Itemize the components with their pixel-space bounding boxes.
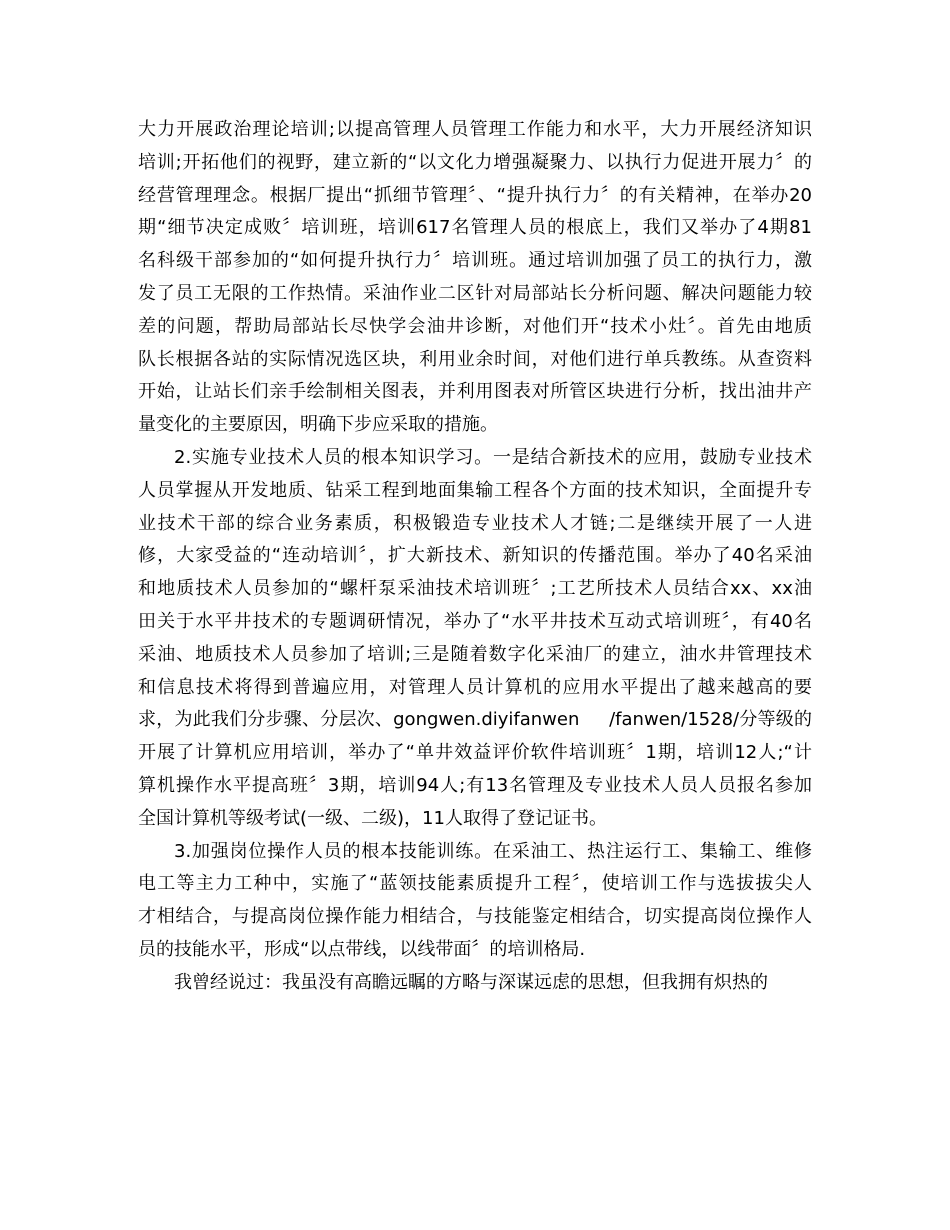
document-body <box>138 114 812 1000</box>
text-line: 名科级干部参加的“如何提升执行力〞培训班。通过培训加强了员工的执行力，激 <box>138 250 812 272</box>
text-line: 全国计算机等级考试(一级、二级)，11人取得了登记证书。 <box>138 807 607 829</box>
paragraph-2 <box>138 442 812 836</box>
text-line: 期“细节决定成败〞培训班，培训617名管理人员的根底上，我们又举办了4期81 <box>138 217 812 239</box>
text-line: 电工等主力工种中，实施了“蓝领技能素质提升工程〞，使培训工作与选拔拔尖人 <box>138 873 812 895</box>
text-line: 业技术干部的综合业务素质，积极锻造专业技术人才链;二是继续开展了一人进 <box>138 512 812 534</box>
text-line: 量变化的主要原因，明确下步应采取的措施。 <box>138 414 498 436</box>
text-line: 3.加强岗位操作人员的根本技能训练。在采油工、热注运行工、集输工、维修 <box>174 840 812 862</box>
paragraph-4 <box>138 967 812 1000</box>
text-line: 采油、地质技术人员参加了培训;三是随着数字化采油厂的建立，油水井管理技术 <box>138 643 812 665</box>
text-line: 修，大家受益的“连动培训〞，扩大新技术、新知识的传播范围。举办了40名采油 <box>138 545 812 567</box>
text-line: 和信息技术将得到普遍应用，对管理人员计算机的应用水平提出了越来越高的要 <box>138 676 812 698</box>
text-line: 经营管理理念。根据厂提出“抓细节管理〞、“提升执行力〞的有关精神，在举办20 <box>138 184 812 206</box>
paragraph-3 <box>138 836 812 967</box>
text-line: 人员掌握从开发地质、钻采工程到地面集输工程各个方面的技术知识，全面提升专 <box>138 479 812 501</box>
text-line: 田关于水平井技术的专题调研情况，举办了“水平井技术互动式培训班〞，有40名 <box>138 610 812 632</box>
text-line: 和地质技术人员参加的“螺杆泵采油技术培训班〞;工艺所技术人员结合xx、xx油 <box>138 578 812 600</box>
text-line: 差的问题，帮助局部站长尽快学会油井诊断，对他们开“技术小灶〞。首先由地质 <box>138 315 812 337</box>
text-line: 队长根据各站的实际情况选区块，利用业余时间，对他们进行单兵教练。从查资料 <box>138 348 812 370</box>
text-line: 大力开展政治理论培训;以提高管理人员管理工作能力和水平，大力开展经济知识 <box>138 119 812 140</box>
text-line: 培训;开拓他们的视野，建立新的“以文化力增强凝聚力、以执行力促进开展力〞的 <box>138 151 812 173</box>
text-line: 算机操作水平提高班〞3期，培训94人;有13名管理及专业技术人员人员报名参加 <box>138 774 812 796</box>
text-line: 才相结合，与提高岗位操作能力相结合，与技能鉴定相结合，切实提高岗位操作人 <box>138 906 812 928</box>
text-line: 开始，让站长们亲手绘制相关图表，并利用图表对所管区块进行分析，找出油井产 <box>138 381 812 403</box>
text-line: 求，为此我们分步骤、分层次、gongwen.diyifanwen /fanwen/1528/分等级的 <box>138 709 812 731</box>
text-line: 开展了计算机应用培训，举办了“单井效益评价软件培训班〞1期，培训12人;“计 <box>138 742 812 764</box>
text-line: 我曾经说过：我虽没有高瞻远瞩的方略与深谋远虑的思想，但我拥有炽热的 <box>174 971 768 993</box>
text-line: 2.实施专业技术人员的根本知识学习。一是结合新技术的应用，鼓励专业技术 <box>174 446 812 468</box>
text-line: 发了员工无限的工作热情。采油作业二区针对局部站长分析问题、解决问题能力较 <box>138 282 812 304</box>
paragraph-1 <box>138 114 812 442</box>
text-line: 员的技能水平，形成“以点带线，以线带面〞的培训格局. <box>138 938 586 960</box>
